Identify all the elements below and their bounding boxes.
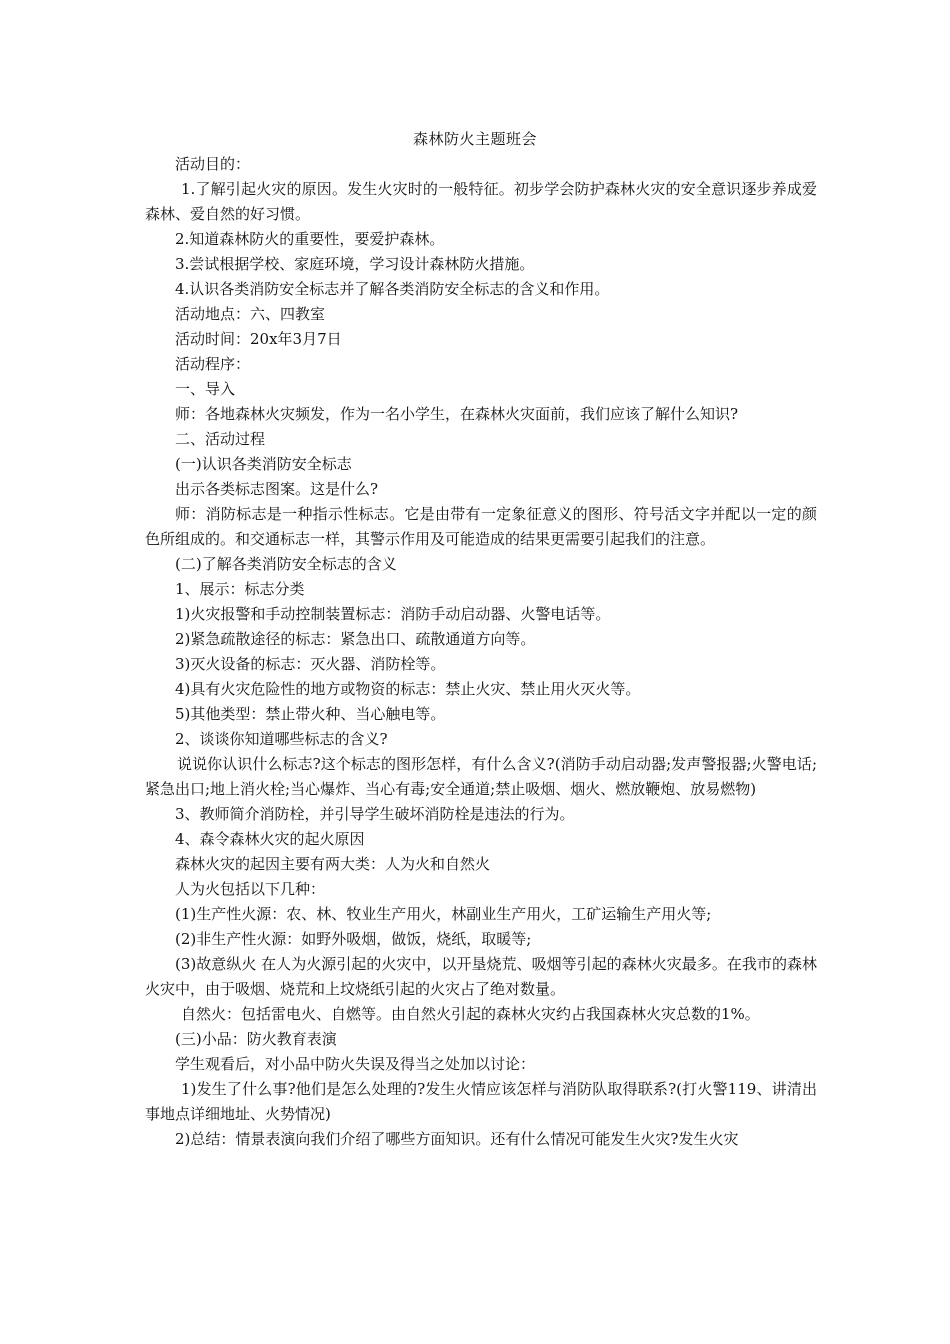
paragraph: 1)火灾报警和手动控制装置标志：消防手动启动器、火警电话等。 xyxy=(175,605,611,623)
paragraph: 活动目的： xyxy=(175,155,251,173)
paragraph: 3、教师简介消防栓，并引导学生破坏消防栓是违法的行为。 xyxy=(175,805,575,823)
paragraph: 2、谈谈你知道哪些标志的含义? xyxy=(175,730,388,748)
paragraph: 二、活动过程 xyxy=(175,430,266,448)
paragraph: 活动地点：六、四教室 xyxy=(175,305,326,323)
paragraph: 人为火包括以下几种： xyxy=(175,880,326,898)
paragraph: 活动时间：20x年3月7日 xyxy=(175,330,342,348)
paragraph: 4、森令森林火灾的起火原因 xyxy=(175,830,365,848)
document-title: 森林防火主题班会 xyxy=(412,130,537,148)
paragraph: 自然火：包括雷电火、自燃等。由自然火引起的森林火灾约占我国森林火灾总数的1%。 xyxy=(181,1005,760,1023)
paragraph: (1)生产性火源：农、林、牧业生产用火，林副业生产用火，工矿运输生产用火等; xyxy=(175,905,712,923)
paragraph: 3)灭火设备的标志：灭火器、消防栓等。 xyxy=(175,655,446,673)
paragraph: 3.尝试根据学校、家庭环境，学习设计森林防火措施。 xyxy=(175,255,535,273)
paragraph: 2.知道森林防火的重要性，要爱护森林。 xyxy=(175,230,445,248)
paragraph: 学生观看后，对小品中防火失误及得当之处加以讨论： xyxy=(175,1055,536,1073)
paragraph: 出示各类标志图案。这是什么? xyxy=(175,480,379,498)
paragraph: (3)故意纵火 在人为火源引起的火灾中，以开垦烧荒、吸烟等引起的森林火灾最多。在我市的森林火灾中，由于吸烟、烧荒和上坟烧纸引起的火灾占了绝对数量。 xyxy=(145,955,817,998)
paragraph: 活动程序： xyxy=(175,355,251,373)
paragraph: 一、导入 xyxy=(175,380,236,398)
paragraph: 2)紧急疏散途径的标志：紧急出口、疏散通道方向等。 xyxy=(175,630,536,648)
paragraph: 说说你认识什么标志?这个标志的图形怎样，有什么含义?(消防手动启动器;发声警报器;火警电话;紧急出口;地上消火栓;当心爆炸、当心有毒;安全通道;禁止吸烟、烟火、燃放鞭炮、放易燃物) xyxy=(145,755,817,798)
paragraph: 1.了解引起火灾的原因。发生火灾时的一般特征。初步学会防护森林火灾的安全意识逐步养成爱森林、爱自然的好习惯。 xyxy=(145,180,817,223)
document-body xyxy=(145,152,817,1152)
paragraph: (二)了解各类消防安全标志的含义 xyxy=(175,555,397,573)
paragraph: 2)总结：情景表演向我们介绍了哪些方面知识。还有什么情况可能发生火灾?发生火灾 xyxy=(175,1130,739,1148)
paragraph: 5)其他类型：禁止带火种、当心触电等。 xyxy=(175,705,446,723)
paragraph: 4.认识各类消防安全标志并了解各类消防安全标志的含义和作用。 xyxy=(175,280,610,298)
paragraph: 1、展示：标志分类 xyxy=(175,580,305,598)
paragraph: 师：消防标志是一种指示性标志。它是由带有一定象征意义的图形、符号活文字并配以一定的颜色所组成的。和交通标志一样，其警示作用及可能造成的结果更需要引起我们的注意。 xyxy=(145,505,817,548)
paragraph: 师：各地森林火灾频发，作为一名小学生，在森林火灾面前，我们应该了解什么知识? xyxy=(175,405,739,423)
paragraph: 4)具有火灾危险性的地方或物资的标志：禁止火灾、禁止用火灭火等。 xyxy=(175,680,641,698)
paragraph: (2)非生产性火源：如野外吸烟，做饭，烧纸，取暖等; xyxy=(175,930,532,948)
paragraph: (三)小品：防火教育表演 xyxy=(175,1030,337,1048)
paragraph: 1)发生了什么事?他们是怎么处理的?发生火情应该怎样与消防队取得联系?(打火警119、讲清出事地点详细地址、火势情况) xyxy=(145,1080,817,1123)
paragraph: 森林火灾的起因主要有两大类：人为火和自然火 xyxy=(175,855,491,873)
paragraph: (一)认识各类消防安全标志 xyxy=(175,455,352,473)
